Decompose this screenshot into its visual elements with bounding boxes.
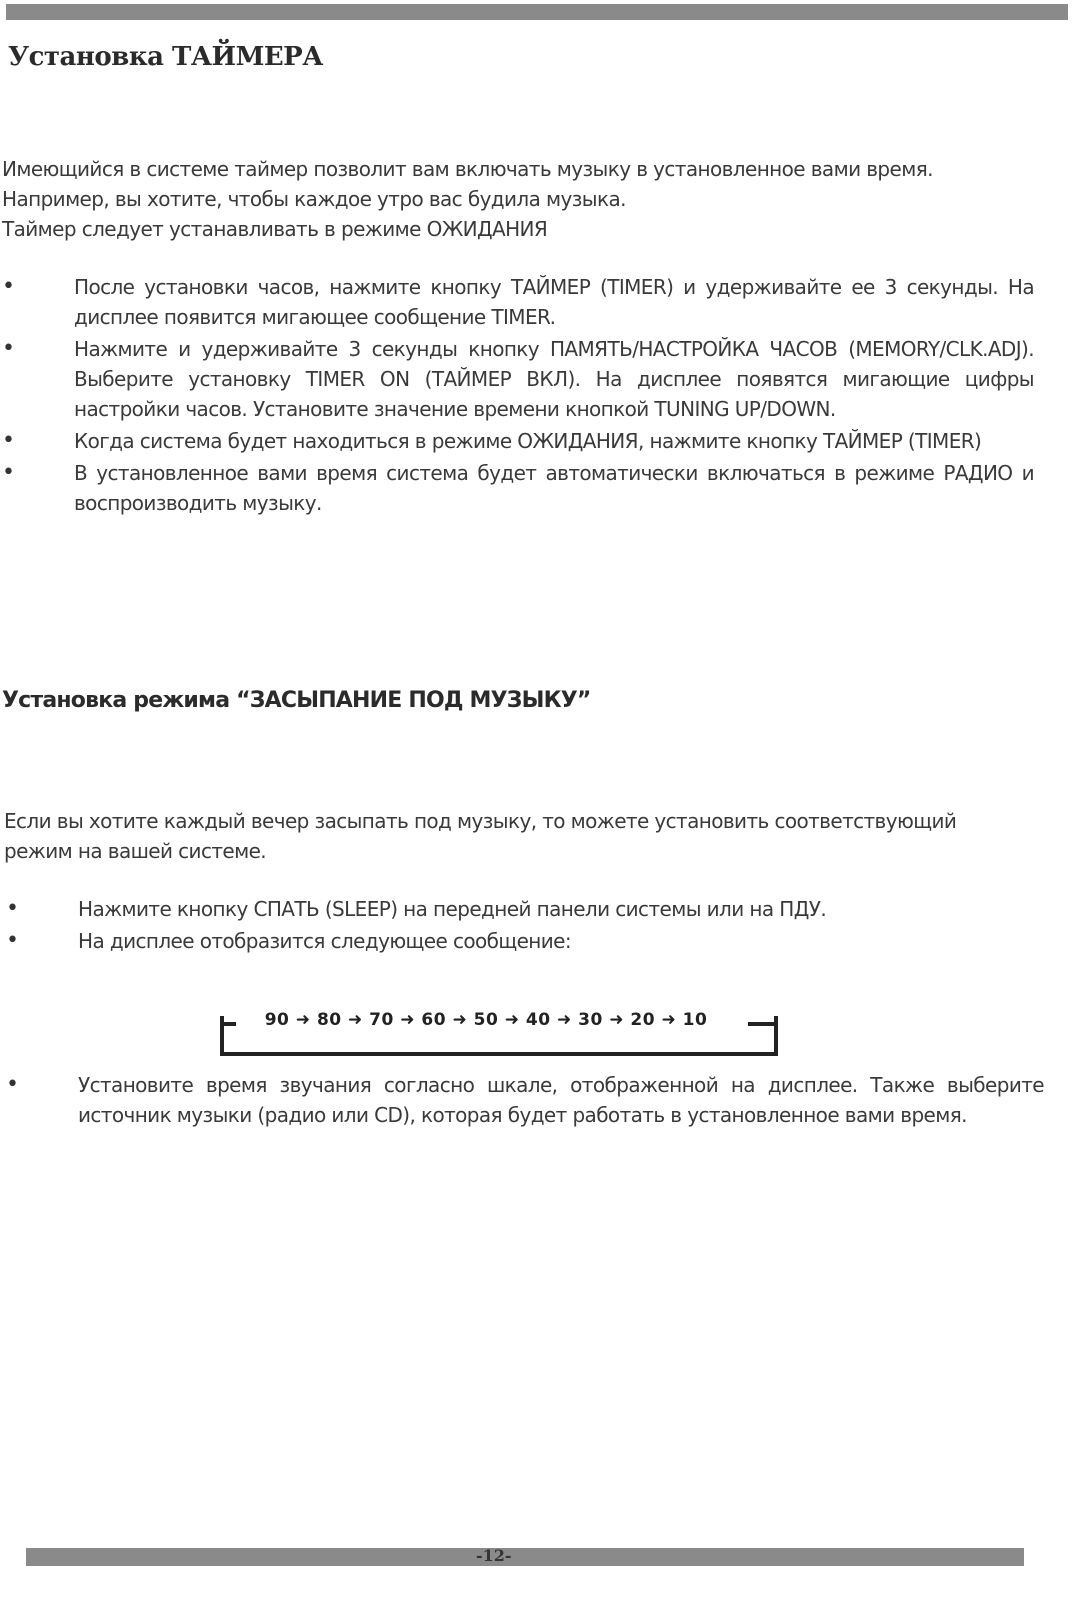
top-rule	[6, 4, 1068, 20]
sleep-final-step	[6, 1070, 1044, 1130]
bullet-icon: •	[6, 1072, 19, 1097]
timer-step-text: Нажмите и удерживайте 3 секунды кнопку ПАМЯТЬ/НАСТРОЙКА ЧАСОВ (MEMORY/CLK.ADJ). Выберите установку TIMER ON (ТАЙМЕР ВКЛ). На дисплее появятся мигающие цифры настройки часов. Установите значение времени кнопкой TUNING UP/DOWN.	[74, 337, 1034, 421]
scale-top-line-right	[748, 1022, 778, 1026]
sleep-step-text: Нажмите кнопку СПАТЬ (SLEEP) на передней панели системы или на ПДУ.	[78, 897, 827, 921]
sleep-step-text: На дисплее отобразится следующее сообщение:	[78, 929, 572, 953]
timer-steps	[2, 272, 1034, 518]
sleep-scale-values: 90 ➜ 80 ➜ 70 ➜ 60 ➜ 50 ➜ 40 ➜ 30 ➜ 20 ➜ 10	[236, 1010, 736, 1030]
list-item	[2, 272, 1034, 332]
bullet-icon: •	[6, 928, 19, 953]
list-item	[2, 426, 1034, 456]
sleep-section-title: Установка режима “ЗАСЫПАНИЕ ПОД МУЗЫКУ”	[2, 688, 591, 713]
bullet-icon: •	[6, 896, 19, 921]
bullet-icon: •	[2, 336, 15, 361]
list-item	[6, 926, 1038, 956]
bullet-icon: •	[2, 460, 15, 485]
sleep-steps	[6, 894, 1038, 956]
list-item	[2, 334, 1034, 424]
timer-step-text: После установки часов, нажмите кнопку ТАЙМЕР (TIMER) и удерживайте ее 3 секунды. На дисплее появится мигающее сообщение TIMER.	[74, 275, 1034, 329]
list-item	[6, 894, 1038, 924]
list-item	[2, 458, 1034, 518]
timer-intro	[2, 154, 933, 244]
sleep-intro-line: режим на вашей системе.	[4, 839, 267, 863]
timer-section-title: Установка ТАЙМЕРА	[8, 42, 323, 72]
timer-step-text: Когда система будет находиться в режиме ОЖИДАНИЯ, нажмите кнопку ТАЙМЕР (TIMER)	[74, 429, 982, 453]
timer-intro-line: Таймер следует устанавливать в режиме ОЖИДАНИЯ	[2, 217, 548, 241]
sleep-intro-line: Если вы хотите каждый вечер засыпать под музыку, то можете установить соответствующий	[4, 809, 957, 833]
sleep-intro	[4, 806, 956, 866]
page-number: -12-	[476, 1546, 512, 1565]
timer-step-text: В установленное вами время система будет автоматически включаться в режиме РАДИО и воспроизводить музыку.	[74, 461, 1034, 515]
bottom-rule	[26, 1548, 1024, 1566]
list-item	[6, 1070, 1044, 1130]
timer-intro-line: Имеющийся в системе таймер позволит вам включать музыку в установленное вами время.	[2, 157, 933, 181]
bullet-icon: •	[2, 274, 15, 299]
bullet-icon: •	[2, 428, 15, 453]
sleep-final-step-text: Установите время звучания согласно шкале, отображенной на дисплее. Также выберите источник музыки (радио или CD), которая будет работать в установленное вами время.	[78, 1073, 1044, 1127]
timer-intro-line: Например, вы хотите, чтобы каждое утро вас будила музыка.	[2, 187, 626, 211]
